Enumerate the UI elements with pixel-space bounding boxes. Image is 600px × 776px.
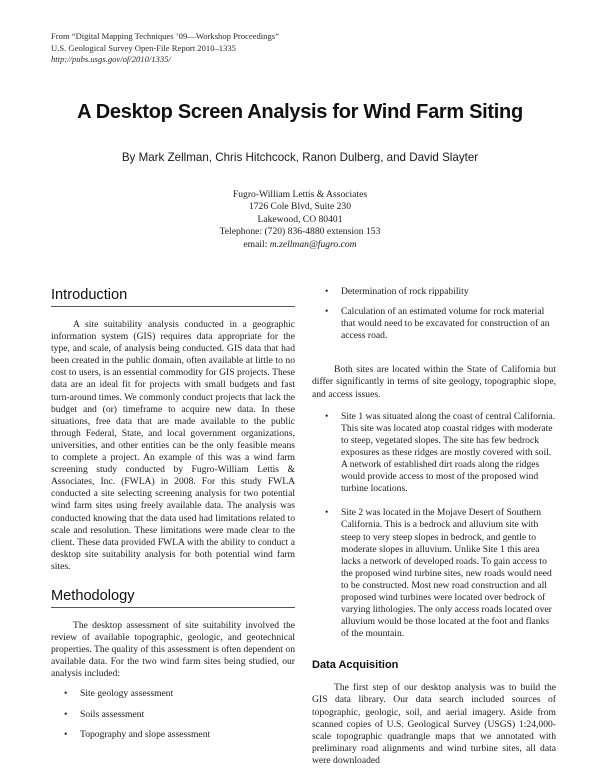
email-address: m.zellman@fugro.com bbox=[269, 238, 357, 250]
source-line-proceedings: From “Digital Mapping Techniques ’09—Workshop Proceedings” bbox=[51, 31, 279, 41]
bullet-glyph: • bbox=[325, 286, 329, 297]
introduction-heading: Introduction bbox=[51, 287, 128, 303]
email-label: email: bbox=[243, 238, 268, 250]
address-org: Fugro-William Lettis & Associates bbox=[232, 189, 368, 200]
bullet-text: Site geology assessment bbox=[80, 688, 174, 700]
list-item bbox=[312, 411, 556, 496]
site-bullet-list bbox=[312, 411, 556, 641]
left-column bbox=[51, 286, 295, 741]
bullet-glyph: • bbox=[64, 708, 68, 720]
list-item bbox=[312, 306, 556, 342]
data-acquisition-heading: Data Acquisition bbox=[312, 659, 399, 672]
site-2-description: Site 2 was located in the Mojave Desert of Southern California. This is a bedrock and alluvium site with steep to very steep slopes in bedrock, and gentle to moderate slopes in alluvium. Unlike Site 1 this area lacks a network of developed roads. To gain access to the proposed wind turbine sites, new roads would need to be constructed. Most new road construction and all proposed wind turbines were located over bedrock of varying lithologies. The only access roads located over alluvium would be those located at the foot and flanks of the mountain. bbox=[341, 507, 552, 640]
methodology-paragraph: The desktop assessment of site suitability involved the review of available topographic, geologic, and geotechnical properties. The quality of this assessment is often dependent on available data. For the two wind farm sites being studied, our analysis included: bbox=[51, 619, 295, 680]
list-item bbox=[51, 688, 295, 700]
address-email bbox=[0, 239, 600, 251]
list-item bbox=[51, 729, 295, 741]
source-url: http://pubs.usgs.gov/of/2010/1335/ bbox=[51, 54, 171, 65]
bullet-text: Calculation of an estimated volume for rock material that would need to be excavated for construction of an access road. bbox=[341, 306, 550, 342]
bullet-glyph: • bbox=[325, 507, 329, 519]
bullet-glyph: • bbox=[64, 728, 68, 740]
source-line-report: U.S. Geological Survey Open-File Report 2010–1335 bbox=[51, 42, 236, 53]
source-citation bbox=[51, 31, 279, 66]
right-column bbox=[312, 286, 556, 767]
introduction-rule bbox=[51, 306, 295, 307]
author-address bbox=[0, 189, 600, 251]
sites-paragraph: Both sites are located within the State of California but differ significantly in terms of site geology, topographic slope, and access issues. bbox=[312, 364, 556, 400]
methodology-bullet-list bbox=[51, 688, 295, 740]
introduction-paragraph: A site suitability analysis conducted in a geographic information system (GIS) requires data appropriate for the type, and scale, of analysis being conducted. GIS data that had been created in the public domain, often available at little to no cost to users, is an essential commodity for GIS projects. These data are an ideal fit for projects with small budgets and fast turn-around times. We commonly conduct projects that lack the budget and (or) timeframe to acquire new data. In these situations, free data that are made available to the public through Federal, State, and local government organizations, universities, and other entities can be the only feasible means to complete a project. An example of this was a wind farm screening study conducted by Fugro-William Lettis & Associates, Inc. (FWLA) in 2008. For this study FWLA conducted a site selecting screening analysis for two potential wind farm sites using freely available data. The analysis was conducted knowing that the data used had limitations related to scale and resolution. These limitations were made clear to the client. These data provided FWLA with the ability to conduct a desktop site suitability analysis for both potential wind farm sites. bbox=[51, 319, 295, 572]
analysis-bullet-list bbox=[312, 286, 556, 342]
bullet-text: Topography and slope assessment bbox=[80, 728, 211, 740]
list-item bbox=[312, 507, 556, 640]
list-item bbox=[51, 709, 295, 721]
address-street: 1726 Cole Blvd, Suite 230 bbox=[248, 201, 352, 213]
bullet-text: Determination of rock rippability bbox=[341, 286, 469, 297]
bullet-glyph: • bbox=[325, 410, 329, 422]
methodology-rule bbox=[51, 607, 295, 608]
bullet-text: Soils assessment bbox=[80, 708, 145, 720]
methodology-heading: Methodology bbox=[51, 587, 135, 604]
author-list: By Mark Zellman, Chris Hitchcock, Ranon Dulberg, and David Slayter bbox=[121, 151, 479, 164]
address-phone: Telephone: (720) 836-4880 extension 153 bbox=[219, 226, 381, 238]
list-item bbox=[312, 286, 556, 298]
paper-title: A Desktop Screen Analysis for Wind Farm Siting bbox=[77, 101, 523, 123]
data-acquisition-paragraph: The first step of our desktop analysis was to build the GIS data library. Our data search included sources of topographic, geologic, soil, and aerial imagery. Aside from scanned copies of U.S. Geological Survey (USGS) 1:24,000-scale topographic quadrangle maps that we annotated with preliminary road alignments and wind turbine sites, all data were downloaded bbox=[312, 682, 556, 766]
bullet-glyph: • bbox=[64, 688, 68, 700]
bullet-glyph: • bbox=[325, 306, 329, 318]
site-1-description: Site 1 was situated along the coast of central California. This site was located atop coastal ridges with moderate to steep, vegetated slopes. The site has few bedrock exposures as these ridges are mostly covered with soil. A network of established dirt roads along the ridges would provide access to most of the proposed wind turbine locations. bbox=[341, 410, 556, 495]
address-city: Lakewood, CO 80401 bbox=[257, 213, 343, 225]
